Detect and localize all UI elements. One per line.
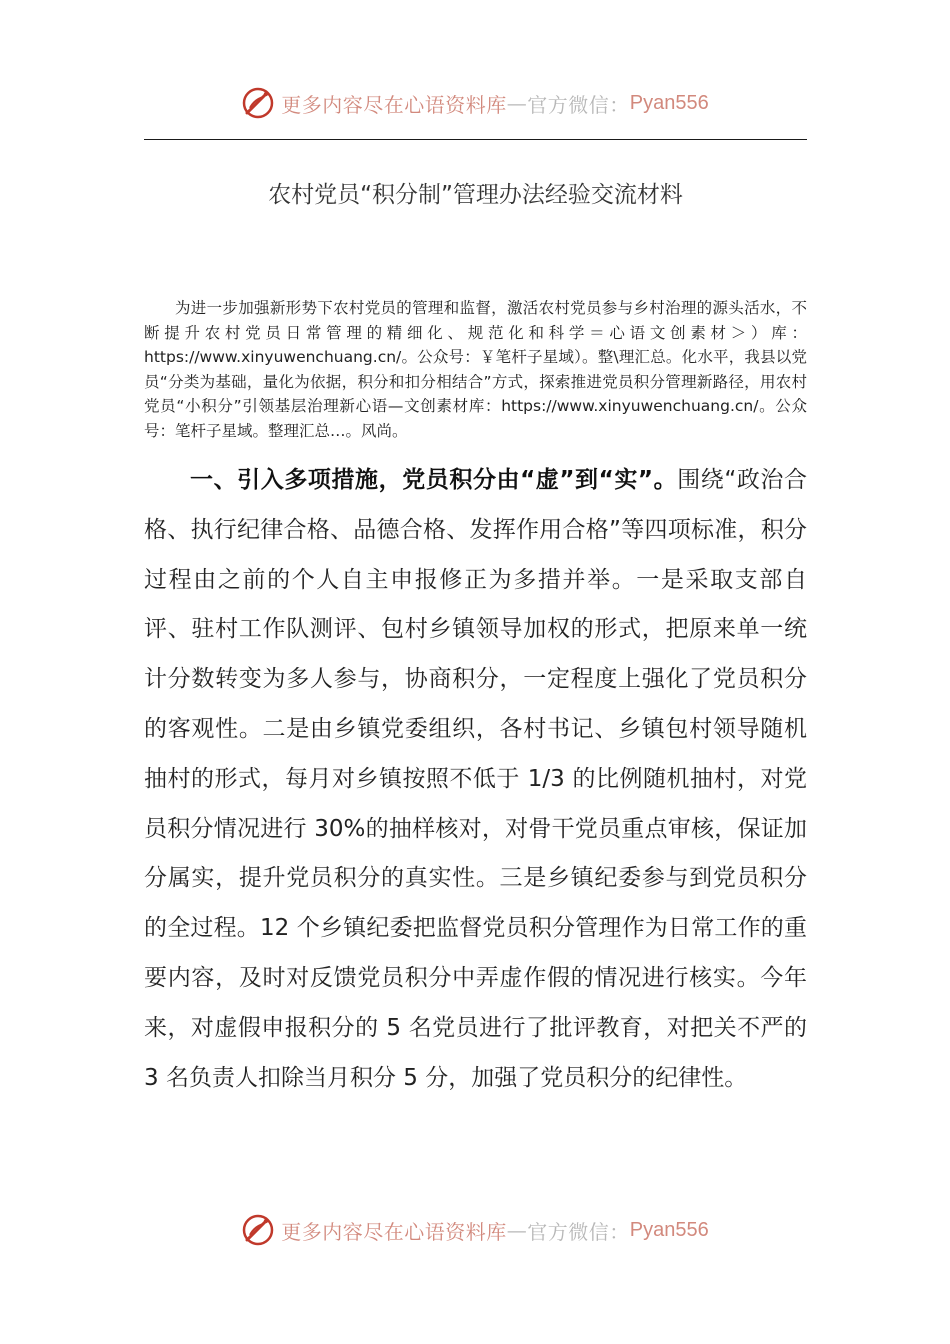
banner-wechat-id: Pyan556 xyxy=(629,1218,709,1241)
header-banner xyxy=(0,83,950,123)
banner-wechat-id: Pyan556 xyxy=(629,91,709,114)
banner-wechat-label: 官方微信： xyxy=(527,1219,630,1244)
pen-logo-icon xyxy=(241,1213,275,1247)
banner-main-text: 更多内容尽在心语资料库 xyxy=(281,1219,507,1244)
banner-separator: — xyxy=(506,1218,528,1242)
document-title: 农村党员“积分制”管理办法经验交流材料 xyxy=(268,182,683,208)
pen-logo-icon xyxy=(241,86,275,120)
banner-wechat-label: 官方微信： xyxy=(527,92,630,117)
banner-separator: — xyxy=(506,91,528,115)
section-1-paragraph xyxy=(144,456,807,1103)
footer-banner xyxy=(0,1210,950,1250)
intro-paragraph: 为进一步加强新形势下农村党员的管理和监督，激活农村党员参与乡村治理的源头活水，不断提升农村党员日常管理的精细化、规范化和科学＝心语文创素材＞）库：https://www.xinyuwenchuang.cn/。公众号：￥笔杆子星域）。整\理汇总。化水平，我县以党员“分类为基础，量化为依据，积分和扣分相结合”方式，探索推进党员积分管理新路径，用农村党员“小积分”引领基层治理新心语—文创素材库：https://www.xinyuwenchuang.cn/。公众号：笔杆子星域。整理汇总…。风尚。 xyxy=(144,299,807,440)
header-divider xyxy=(144,139,807,140)
section-1-heading: 一、引入多项措施，党员积分由“虚”到“实”。 xyxy=(190,467,678,493)
banner-main-text: 更多内容尽在心语资料库 xyxy=(281,92,507,117)
section-1-body: 围绕“政治合格、执行纪律合格、品德合格、发挥作用合格”等四项标准，积分过程由之前的个人自主申报修正为多措并举。一是采取支部自评、驻村工作队测评、包村乡镇领导加权的形式，把原来单一统计分数转变为多人参与，协商积分，一定程度上强化了党员积分的客观性。二是由乡镇党委组织，各村书记、乡镇包村领导随机抽村的形式，每月对乡镇按照不低于 1/3 的比例随机抽村，对党员积分情况进行 30%的抽样核对，对骨干党员重点审核，保证加分属实，提升党员积分的真实性。三是乡镇纪委参与到党员积分的全过程。12 个乡镇纪委把监督党员积分管理作为日常工作的重要内容，及时对反馈党员积分中弄虚作假的情况进行核实。今年来，对虚假申报积分的 5 名党员进行了批评教育，对把关不严的 3 名负责人扣除当月积分 5 分，加强了党员积分的纪律性。 xyxy=(144,467,807,1091)
